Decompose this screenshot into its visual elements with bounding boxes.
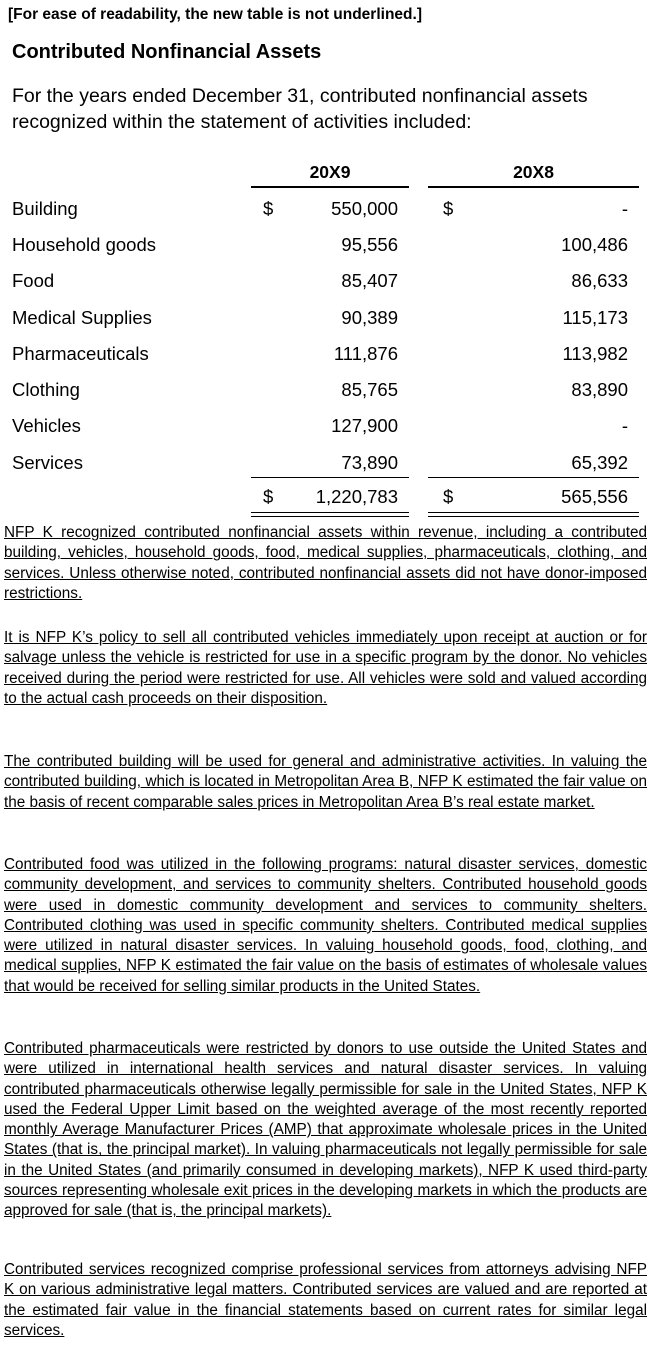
section-title: Contributed Nonfinancial Assets [12, 41, 322, 63]
row-label: Medical Supplies [12, 307, 152, 328]
value-20x8: 86,633 [571, 270, 628, 291]
value-20x8: 115,173 [562, 307, 628, 328]
intro-text: For the years ended December 31, contributed nonfinancial assets recognized within the statement of activities included: [12, 85, 588, 133]
paragraph-food-goods: Contributed food was utilized in the following programs: natural disaster services, domestic community development, and services to community shelters. Contributed household goods were used in domestic community development and services to community shelters. Contributed clothing was used in specific community shelters. Contributed medical supplies were utilized in natural disaster services. In valuing household goods, food, clothing, and medical supplies, NFP K estimated the fair value on the basis of estimates of wholesale values that would be received for selling similar products in the United States. [4, 856, 647, 995]
total-double-rule [428, 512, 639, 517]
table-row [0, 305, 650, 333]
value-20x8: 113,982 [562, 343, 628, 364]
column-header-20x8: 20X8 [428, 161, 639, 188]
table-row [0, 341, 650, 369]
table-row [0, 268, 650, 296]
value-20x8: 83,890 [571, 379, 628, 400]
value-20x8: 100,486 [561, 234, 628, 255]
currency-symbol: $ [443, 486, 454, 507]
subtotal-rule [251, 477, 409, 478]
value-20x9: 85,765 [341, 379, 398, 400]
table-row [0, 377, 650, 405]
row-label: Building [12, 198, 78, 219]
value-20x8: - [621, 415, 628, 436]
value-20x9: 85,407 [341, 270, 398, 291]
table-row [0, 232, 650, 260]
row-label: Pharmaceuticals [12, 343, 149, 364]
row-label: Household goods [12, 234, 156, 255]
currency-symbol: $ [263, 486, 274, 507]
value-20x9: 95,556 [341, 234, 398, 255]
paragraph-building: The contributed building will be used for general and administrative activities. In valuing the contributed building, which is located in Metropolitan Area B, NFP K estimated the fair value on the basis of recent comparable sales prices in Metropolitan Area B’s real estate market. [4, 753, 647, 811]
value-20x9: 127,900 [331, 415, 398, 436]
value-20x9: 111,876 [333, 343, 398, 364]
table-row [0, 196, 650, 224]
subtotal-rule [428, 477, 639, 478]
value-20x8: - [621, 198, 628, 219]
paragraph-vehicles: It is NFP K’s policy to sell all contributed vehicles immediately upon receipt at auction or for salvage unless the vehicle is restricted for use in a specific program by the donor. No vehicles received during the period were restricted for use. All vehicles were sold and valued according to the actual cash proceeds on their disposition. [4, 629, 647, 707]
value-20x9: 550,000 [331, 198, 398, 219]
total-20x8: 565,556 [561, 486, 628, 507]
paragraph-pharmaceuticals: Contributed pharmaceuticals were restricted by donors to use outside the United States and were utilized in international health services and natural disaster services. In valuing contributed pharmaceuticals otherwise legally permissible for sale in the United States, NFP K used the Federal Upper Limit based on the weighted average of the most recently reported monthly Average Manufacturer Prices (AMP) that approximate wholesale prices in the United States (that is, the principal market). In valuing pharmaceuticals not legally permissible for sale in the United States (and primarily consumed in developing markets), NFP K used third-party sources representing wholesale exit prices in the developing markets in which the products are approved for sale (that is, the principal markets). [4, 1040, 647, 1220]
value-20x8: 65,392 [571, 452, 628, 473]
currency-symbol: $ [443, 198, 454, 219]
value-20x9: 73,890 [341, 452, 398, 473]
row-label: Services [12, 452, 83, 473]
table-row [0, 413, 650, 441]
paragraph-services: Contributed services recognized comprise professional services from attorneys advising NFP K on various administrative legal matters. Contributed services are valued and are reported at the estimated fair value in the financial statements based on current rates for similar legal services. [4, 1261, 647, 1339]
row-label: Food [12, 270, 55, 291]
table-row [0, 450, 650, 478]
total-row [0, 484, 650, 512]
value-20x9: 90,389 [341, 307, 398, 328]
paragraph-recognition: NFP K recognized contributed nonfinancial assets within revenue, including a contributed building, vehicles, household goods, food, medical supplies, pharmaceuticals, clothing, and services. Unless otherwise noted, contributed nonfinancial assets did not have donor-imposed restrictions. [4, 524, 647, 602]
total-20x9: 1,220,783 [315, 486, 398, 507]
readability-note: [For ease of readability, the new table is not underlined.] [8, 6, 422, 23]
row-label: Clothing [12, 379, 80, 400]
currency-symbol: $ [263, 198, 274, 219]
total-double-rule [251, 512, 409, 517]
column-header-20x9: 20X9 [251, 161, 409, 188]
row-label: Vehicles [12, 415, 81, 436]
